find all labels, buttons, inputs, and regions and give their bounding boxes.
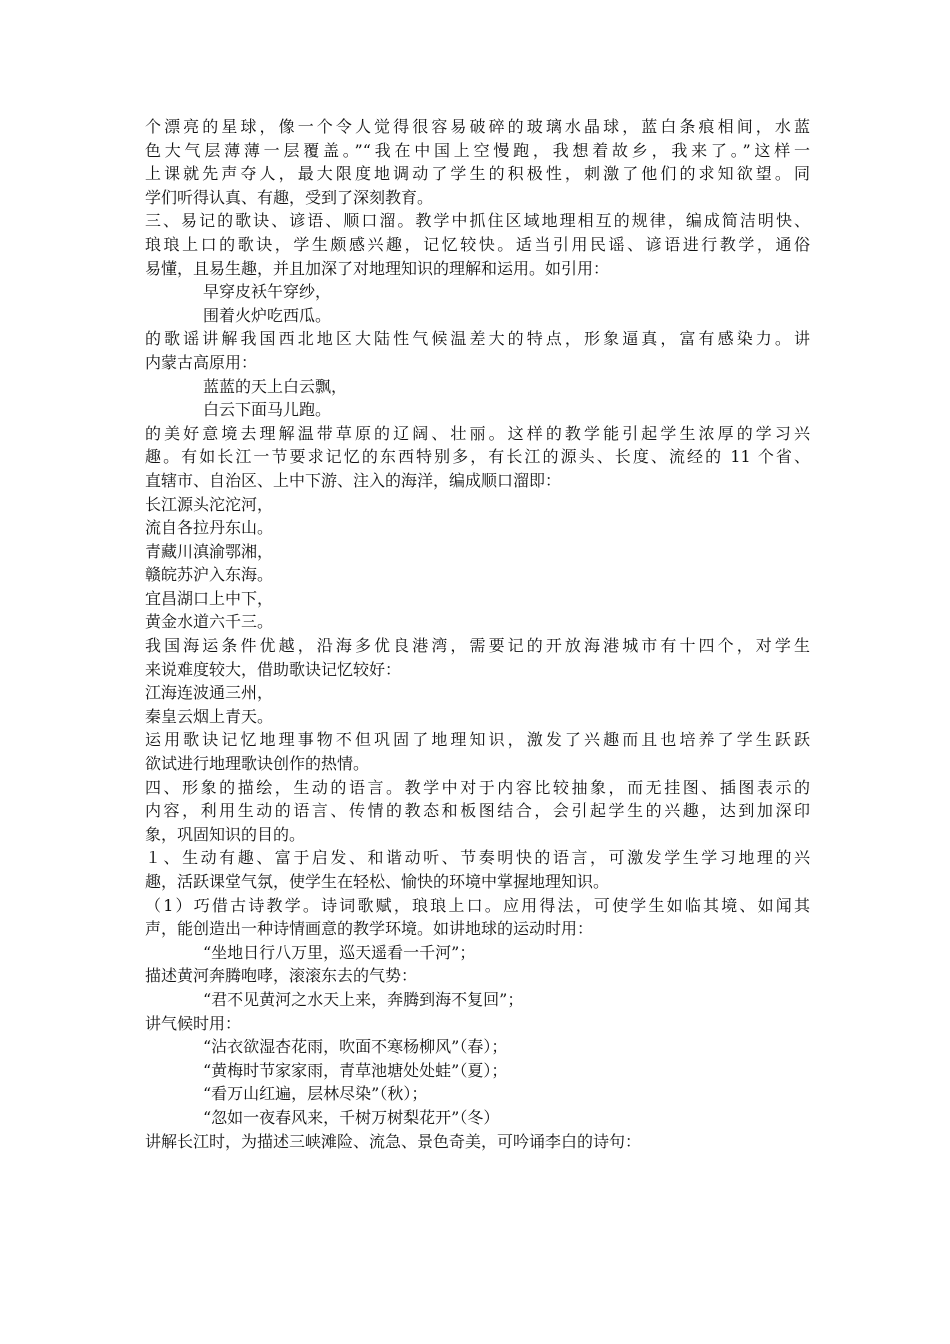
text-line: 四、形象的描绘，生动的语言。教学中对于内容比较抽象，而无挂图、插图表示的	[145, 777, 810, 797]
text-line: 趣，活跃课堂气氛，使学生在轻松、愉快的环境中掌握地理知识。	[145, 872, 610, 891]
text-line: 趣。有如长江一节要求记忆的东西特别多，有长江的源头、长度、流经的 11 个省、	[145, 447, 810, 467]
document-body	[145, 115, 810, 1153]
text-line: 内蒙古高原用：	[145, 352, 258, 372]
text-line: 直辖市、自治区、上中下游、注入的海洋，编成顺口溜即：	[145, 470, 562, 490]
text-line: 赣皖苏沪入东海。	[145, 565, 274, 585]
text-line: 内容，利用生动的语言、传情的教态和板图结合，会引起学生的兴趣，达到加深印	[145, 801, 810, 821]
text-line: 来说难度较大，借助歌诀记忆较好：	[145, 659, 402, 679]
text-line: 易懂，且易生趣，并且加深了对地理知识的理解和运用。如引用：	[145, 258, 610, 278]
text-line: 的歌谣讲解我国西北地区大陆性气候温差大的特点，形象逼真，富有感染力。讲	[145, 329, 810, 349]
text-line: 学们听得认真、有趣，受到了深刻教育。	[145, 187, 434, 207]
text-line: 象，巩固知识的目的。	[145, 824, 306, 844]
text-line: “沾衣欲湿杏花雨，吹面不寒杨柳风”（春）；	[203, 1037, 508, 1057]
text-line: 的美好意境去理解温带草原的辽阔、壮丽。这样的教学能引起学生浓厚的学习兴	[145, 423, 810, 443]
text-line: 我国海运条件优越，沿海多优良港湾，需要记的开放海港城市有十四个，对学生	[145, 636, 810, 656]
text-line: “黄梅时节家家雨，青草池塘处处蛙”（夏）；	[203, 1060, 508, 1080]
text-line: “忽如一夜春风来，千树万树梨花开”（冬）	[203, 1107, 500, 1127]
text-line: 长江源头沱沱河，	[145, 494, 274, 514]
text-line: 宜昌湖口上中下，	[145, 588, 274, 608]
text-line: 欲试进行地理歌诀创作的热情。	[145, 754, 370, 774]
text-line: 秦皇云烟上青天。	[145, 706, 274, 726]
text-line: 讲气候时用：	[145, 1013, 242, 1033]
text-line: “君不见黄河之水天上来，奔腾到海不复回”；	[203, 989, 524, 1009]
text-line: 运用歌诀记忆地理事物不但巩固了地理知识，激发了兴趣而且也培养了学生跃跃	[145, 730, 810, 750]
text-line: 江海连波通三州，	[145, 683, 274, 703]
text-line: 早穿皮袄午穿纱，	[203, 282, 332, 302]
text-line: 围着火炉吃西瓜。	[203, 305, 332, 325]
text-line: 三、易记的歌诀、谚语、顺口溜。教学中抓住区域地理相互的规律，编成简洁明快、	[145, 211, 810, 231]
text-line: （1）巧借古诗教学。诗词歌赋，琅琅上口。应用得法，可使学生如临其境、如闻其	[145, 895, 810, 915]
text-line: 琅琅上口的歌诀，学生颇感兴趣，记忆较快。适当引用民谣、谚语进行教学，通俗	[145, 234, 810, 254]
text-line: １、生动有趣、富于启发、和谐动听、节奏明快的语言，可激发学生学习地理的兴	[145, 848, 810, 868]
text-line: 白云下面马儿跑。	[203, 400, 332, 420]
text-line: 蓝蓝的天上白云飘，	[203, 376, 348, 396]
text-line: “坐地日行八万里，巡天遥看一千河”；	[203, 942, 476, 962]
text-line: 上课就先声夺人，最大限度地调动了学生的积极性，刺激了他们的求知欲望。同	[145, 164, 810, 184]
text-line: 黄金水道六千三。	[145, 612, 274, 632]
text-line: 流自各拉丹东山。	[145, 518, 274, 538]
text-line: “看万山红遍，层林尽染”（秋）；	[203, 1084, 428, 1104]
text-line: 青藏川滇渝鄂湘，	[145, 541, 274, 561]
text-line: 个漂亮的星球，像一个令人觉得很容易破碎的玻璃水晶球，蓝白条痕相间，水蓝	[145, 117, 810, 136]
text-line: 讲解长江时，为描述三峡滩险、流急、景色奇美，可吟诵李白的诗句：	[145, 1131, 642, 1151]
text-line: 色大气层薄薄一层覆盖。”“我在中国上空慢跑，我想着故乡，我来了。”这样一	[145, 140, 810, 160]
text-line: 声，能创造出一种诗情画意的教学环境。如讲地球的运动时用：	[145, 919, 594, 939]
text-line: 描述黄河奔腾咆哮，滚滚东去的气势：	[145, 966, 418, 986]
